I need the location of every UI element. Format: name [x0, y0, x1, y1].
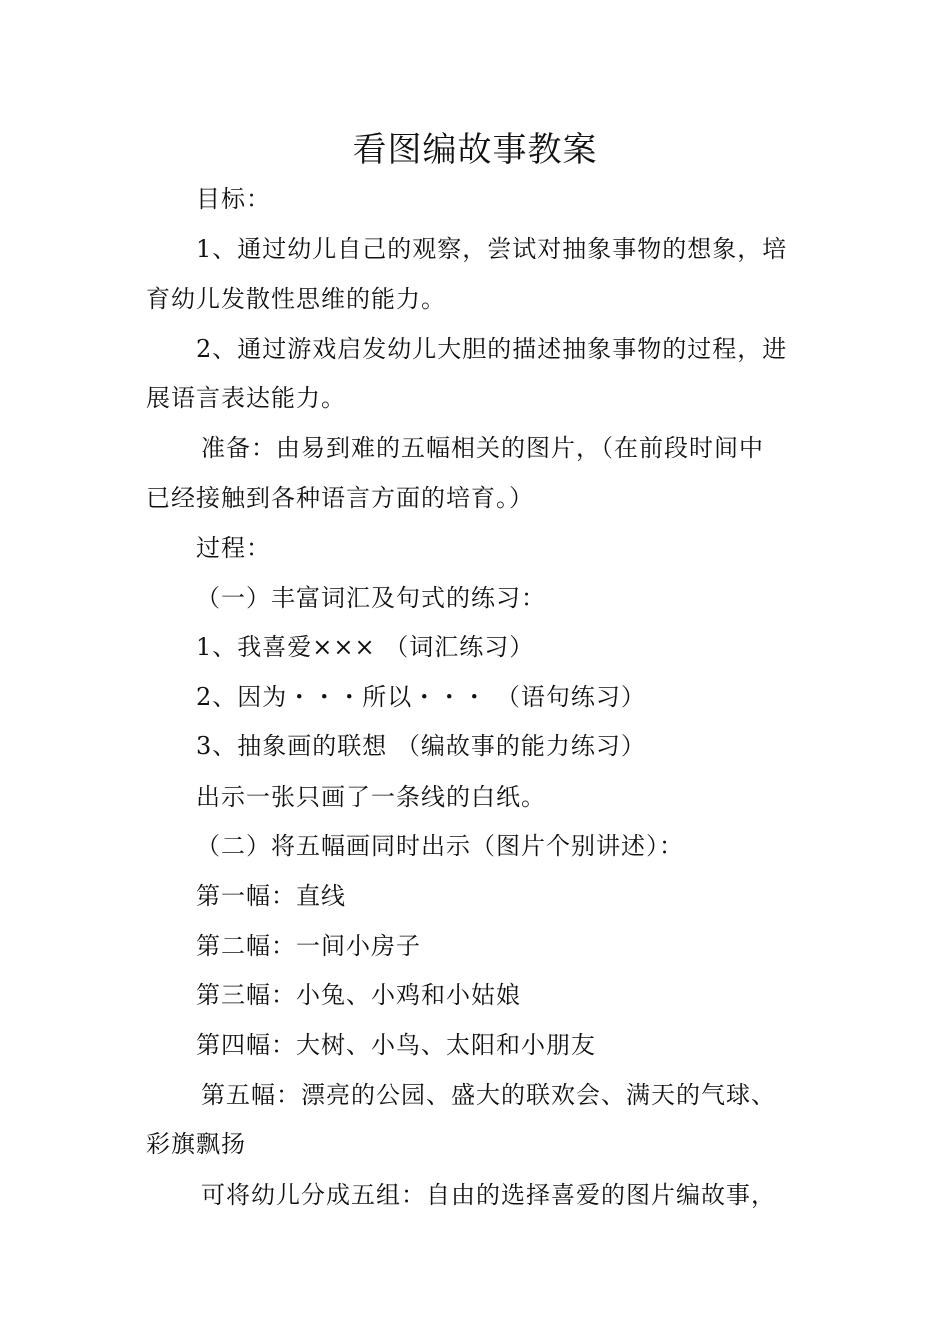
- paragraph-line: 育幼儿发散性思维的能力。: [146, 285, 446, 313]
- subsection-heading: （二）将五幅画同时出示（图片个别讲述）：: [196, 832, 684, 860]
- list-item: 第三幅：小兔、小鸡和小姑娘: [196, 981, 521, 1009]
- section-heading-process: 过程：: [196, 534, 271, 562]
- list-item: 3、抽象画的联想 （编故事的能力练习）: [196, 732, 646, 760]
- list-item: 第四幅：大树、小鸟、太阳和小朋友: [196, 1031, 596, 1059]
- list-item: 2、因为・・・所以・・・ （语句练习）: [196, 683, 646, 711]
- paragraph-line: 出示一张只画了一条线的白纸。: [196, 783, 546, 811]
- list-item: 第二幅：一间小房子: [196, 932, 421, 960]
- paragraph-line: 展语言表达能力。: [146, 384, 346, 412]
- list-item: 1、我喜爱××× （词汇练习）: [196, 633, 535, 661]
- paragraph-line: 准备：由易到难的五幅相关的图片，（在前段时间中: [201, 434, 764, 462]
- list-item: 第五幅：漂亮的公园、盛大的联欢会、满天的气球、: [201, 1081, 776, 1109]
- list-item: 第一幅：直线: [196, 882, 346, 910]
- paragraph-line: 2、通过游戏启发幼儿大胆的描述抽象事物的过程，进: [196, 335, 788, 363]
- paragraph-line: 彩旗飘扬: [146, 1130, 246, 1158]
- paragraph-line: 已经接触到各种语言方面的培育。）: [146, 484, 534, 512]
- document-title: 看图编故事教案: [352, 130, 598, 170]
- paragraph-line: 1、通过幼儿自己的观察，尝试对抽象事物的想象，培: [196, 235, 788, 263]
- paragraph-line: 可将幼儿分成五组：自由的选择喜爱的图片编故事，: [201, 1181, 776, 1209]
- subsection-heading: （一）丰富词汇及句式的练习：: [196, 584, 546, 612]
- section-heading-goals: 目标：: [196, 185, 271, 213]
